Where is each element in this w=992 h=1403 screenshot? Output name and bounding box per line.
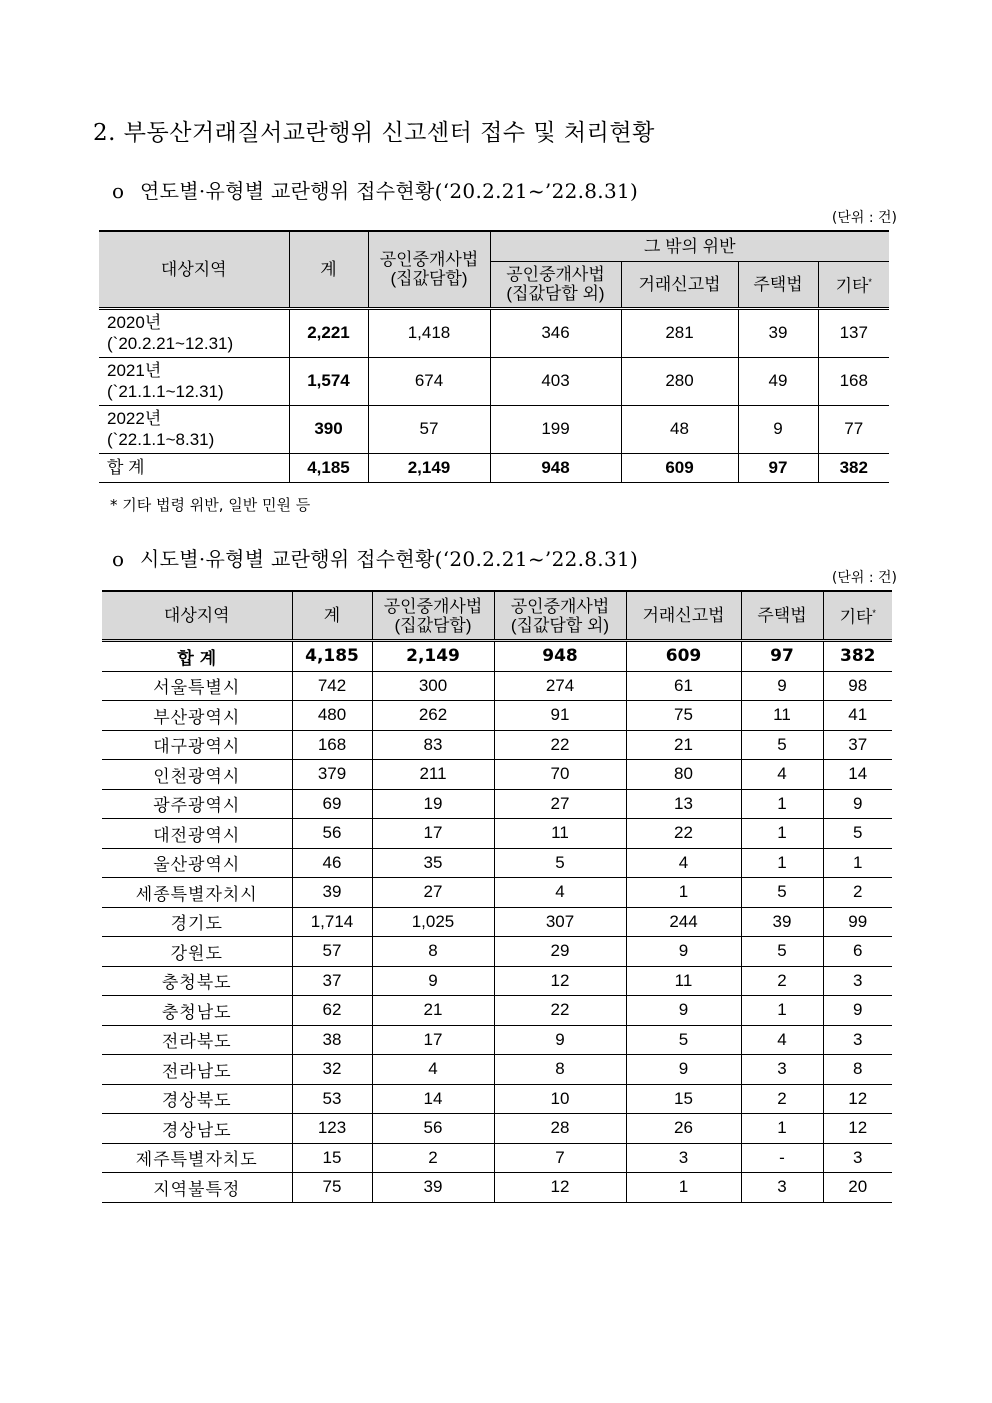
row-region: 경상남도 [102, 1114, 292, 1144]
row-region: 대구광역시 [102, 730, 292, 760]
cell-transaction-report: 5 [626, 1025, 741, 1055]
row-region: 부산광역시 [102, 701, 292, 731]
row-region: 울산광역시 [102, 848, 292, 878]
cell-broker-collusion: 57 [368, 405, 490, 453]
header-region: 대상지역 [99, 231, 289, 308]
header-transaction-report: 거래신고법 [621, 261, 738, 308]
header-broker-other: 공인중개사법 (집값담합 외) [494, 591, 626, 641]
cell-housing: 97 [741, 641, 823, 672]
table-row [102, 671, 892, 701]
cell-etc: 3 [823, 966, 892, 996]
row-region: 제주특별자치도 [102, 1143, 292, 1173]
cell-broker-other: 4 [494, 878, 626, 908]
cell-total: 57 [292, 937, 372, 967]
cell-total: 480 [292, 701, 372, 731]
cell-broker-other: 9 [494, 1025, 626, 1055]
cell-transaction-report: 9 [626, 996, 741, 1026]
cell-housing: 3 [741, 1055, 823, 1085]
yearly-table [99, 230, 889, 483]
cell-etc: 12 [823, 1114, 892, 1144]
cell-broker-collusion: 19 [372, 789, 494, 819]
header-broker-collusion: 공인중개사법 (집값담합) [372, 591, 494, 641]
header-housing: 주택법 [741, 591, 823, 641]
row-region: 2022년 (`22.1.1~8.31) [99, 405, 289, 453]
cell-etc: 5 [823, 819, 892, 849]
cell-total: 2,221 [289, 308, 368, 357]
cell-housing: 1 [741, 1114, 823, 1144]
row-region: 전라북도 [102, 1025, 292, 1055]
header-housing: 주택법 [738, 261, 818, 308]
cell-broker-other: 948 [494, 641, 626, 672]
cell-housing: 3 [741, 1173, 823, 1203]
cell-total: 15 [292, 1143, 372, 1173]
cell-transaction-report: 3 [626, 1143, 741, 1173]
row-region: 충청북도 [102, 966, 292, 996]
header-total: 계 [292, 591, 372, 641]
cell-broker-other: 22 [494, 996, 626, 1026]
cell-total: 1,574 [289, 357, 368, 405]
row-region: 강원도 [102, 937, 292, 967]
table-row [102, 819, 892, 849]
cell-broker-collusion: 4 [372, 1055, 494, 1085]
header-etc: 기타* [818, 261, 889, 308]
cell-broker-other: 91 [494, 701, 626, 731]
cell-broker-other: 5 [494, 848, 626, 878]
cell-etc: 99 [823, 907, 892, 937]
cell-etc: 14 [823, 760, 892, 790]
cell-transaction-report: 80 [626, 760, 741, 790]
cell-etc: 8 [823, 1055, 892, 1085]
cell-housing: 4 [741, 760, 823, 790]
cell-total: 39 [292, 878, 372, 908]
table-row [99, 405, 889, 453]
cell-total: 62 [292, 996, 372, 1026]
footnote-mark: * [872, 608, 876, 619]
cell-total: 38 [292, 1025, 372, 1055]
cell-etc: 137 [818, 308, 889, 357]
section1-title [112, 175, 638, 204]
header-etc: 기타* [823, 591, 892, 641]
cell-broker-other: 12 [494, 1173, 626, 1203]
cell-transaction-report: 61 [626, 671, 741, 701]
cell-broker-other: 948 [490, 453, 621, 482]
table-row [102, 1143, 892, 1173]
cell-total: 390 [289, 405, 368, 453]
cell-total: 53 [292, 1084, 372, 1114]
cell-housing: - [741, 1143, 823, 1173]
cell-broker-other: 274 [494, 671, 626, 701]
cell-etc: 2 [823, 878, 892, 908]
cell-total: 46 [292, 848, 372, 878]
cell-transaction-report: 609 [626, 641, 741, 672]
cell-housing: 5 [741, 878, 823, 908]
table-row [102, 1084, 892, 1114]
cell-housing: 39 [738, 308, 818, 357]
cell-etc: 1 [823, 848, 892, 878]
cell-etc: 9 [823, 789, 892, 819]
table-row [102, 1025, 892, 1055]
table-row [102, 907, 892, 937]
cell-broker-collusion: 211 [372, 760, 494, 790]
header-total: 계 [289, 231, 368, 308]
cell-total: 69 [292, 789, 372, 819]
cell-broker-other: 22 [494, 730, 626, 760]
cell-broker-collusion: 2,149 [368, 453, 490, 482]
cell-transaction-report: 15 [626, 1084, 741, 1114]
cell-housing: 2 [741, 966, 823, 996]
row-region: 경상북도 [102, 1084, 292, 1114]
cell-housing: 97 [738, 453, 818, 482]
table-row [102, 1114, 892, 1144]
cell-housing: 2 [741, 1084, 823, 1114]
cell-etc: 6 [823, 937, 892, 967]
cell-housing: 49 [738, 357, 818, 405]
cell-housing: 9 [738, 405, 818, 453]
cell-broker-other: 29 [494, 937, 626, 967]
table-row [102, 878, 892, 908]
cell-broker-collusion: 674 [368, 357, 490, 405]
cell-broker-collusion: 300 [372, 671, 494, 701]
cell-broker-other: 199 [490, 405, 621, 453]
cell-broker-other: 11 [494, 819, 626, 849]
row-region: 전라남도 [102, 1055, 292, 1085]
cell-housing: 5 [741, 730, 823, 760]
cell-total: 37 [292, 966, 372, 996]
cell-etc: 3 [823, 1143, 892, 1173]
cell-transaction-report: 11 [626, 966, 741, 996]
row-region: 대전광역시 [102, 819, 292, 849]
cell-broker-collusion: 2,149 [372, 641, 494, 672]
cell-transaction-report: 21 [626, 730, 741, 760]
cell-broker-collusion: 21 [372, 996, 494, 1026]
cell-housing: 1 [741, 819, 823, 849]
cell-transaction-report: 9 [626, 1055, 741, 1085]
bullet-icon: o [112, 179, 125, 203]
row-region: 합 계 [99, 453, 289, 482]
regional-table [102, 590, 892, 1203]
cell-broker-collusion: 83 [372, 730, 494, 760]
cell-housing: 39 [741, 907, 823, 937]
cell-transaction-report: 244 [626, 907, 741, 937]
cell-transaction-report: 13 [626, 789, 741, 819]
cell-etc: 41 [823, 701, 892, 731]
cell-broker-other: 346 [490, 308, 621, 357]
cell-transaction-report: 280 [621, 357, 738, 405]
cell-total: 168 [292, 730, 372, 760]
row-region: 경기도 [102, 907, 292, 937]
cell-etc: 12 [823, 1084, 892, 1114]
cell-transaction-report: 281 [621, 308, 738, 357]
cell-total: 379 [292, 760, 372, 790]
header-broker-collusion: 공인중개사법 (집값담합) [368, 231, 490, 308]
cell-housing: 4 [741, 1025, 823, 1055]
total-row [99, 453, 889, 482]
cell-etc: 382 [823, 641, 892, 672]
cell-transaction-report: 1 [626, 878, 741, 908]
table-row [99, 357, 889, 405]
cell-transaction-report: 609 [621, 453, 738, 482]
cell-etc: 9 [823, 996, 892, 1026]
table-row [102, 996, 892, 1026]
table-row [102, 701, 892, 731]
cell-total: 56 [292, 819, 372, 849]
page-title: 2. 부동산거래질서교란행위 신고센터 접수 및 처리현황 [93, 120, 655, 146]
cell-housing: 9 [741, 671, 823, 701]
cell-transaction-report: 1 [626, 1173, 741, 1203]
section1-title-text: 연도별·유형별 교란행위 접수현황(‘20.2.21~’22.8.31) [140, 179, 639, 203]
cell-broker-collusion: 56 [372, 1114, 494, 1144]
table-row [99, 308, 889, 357]
row-region: 충청남도 [102, 996, 292, 1026]
cell-broker-other: 403 [490, 357, 621, 405]
cell-housing: 1 [741, 996, 823, 1026]
cell-transaction-report: 9 [626, 937, 741, 967]
cell-broker-other: 8 [494, 1055, 626, 1085]
footnote-mark: * [868, 276, 872, 287]
table-row [102, 848, 892, 878]
row-region: 지역불특정 [102, 1173, 292, 1203]
row-region: 광주광역시 [102, 789, 292, 819]
table-row [102, 789, 892, 819]
cell-transaction-report: 48 [621, 405, 738, 453]
cell-housing: 11 [741, 701, 823, 731]
cell-broker-collusion: 14 [372, 1084, 494, 1114]
cell-housing: 5 [741, 937, 823, 967]
section2-title [112, 543, 638, 572]
cell-broker-collusion: 39 [372, 1173, 494, 1203]
cell-broker-collusion: 1,025 [372, 907, 494, 937]
bullet-icon: o [112, 547, 125, 571]
header-other-violations: 그 밖의 위반 [490, 231, 889, 261]
header-transaction-report: 거래신고법 [626, 591, 741, 641]
cell-etc: 98 [823, 671, 892, 701]
cell-total: 1,714 [292, 907, 372, 937]
cell-transaction-report: 26 [626, 1114, 741, 1144]
cell-total: 75 [292, 1173, 372, 1203]
header-broker-other: 공인중개사법 (집값담합 외) [490, 261, 621, 308]
footnote: * 기타 법령 위반, 일반 민원 등 [110, 496, 311, 514]
cell-broker-other: 10 [494, 1084, 626, 1114]
cell-etc: 168 [818, 357, 889, 405]
cell-broker-collusion: 17 [372, 1025, 494, 1055]
table-row [102, 937, 892, 967]
cell-housing: 1 [741, 848, 823, 878]
row-region: 서울특별시 [102, 671, 292, 701]
cell-transaction-report: 75 [626, 701, 741, 731]
row-region: 2020년 (`20.2.21~12.31) [99, 308, 289, 357]
cell-transaction-report: 4 [626, 848, 741, 878]
cell-broker-other: 307 [494, 907, 626, 937]
cell-broker-collusion: 2 [372, 1143, 494, 1173]
table-row [102, 966, 892, 996]
cell-broker-other: 70 [494, 760, 626, 790]
cell-etc: 3 [823, 1025, 892, 1055]
row-region: 인천광역시 [102, 760, 292, 790]
cell-etc: 382 [818, 453, 889, 482]
row-region: 세종특별자치시 [102, 878, 292, 908]
table-row [102, 1055, 892, 1085]
cell-broker-collusion: 8 [372, 937, 494, 967]
cell-broker-collusion: 262 [372, 701, 494, 731]
section1-unit: (단위 : 건) [831, 210, 897, 226]
table-row [102, 760, 892, 790]
cell-broker-collusion: 17 [372, 819, 494, 849]
cell-etc: 77 [818, 405, 889, 453]
cell-broker-collusion: 35 [372, 848, 494, 878]
cell-broker-collusion: 1,418 [368, 308, 490, 357]
cell-total: 123 [292, 1114, 372, 1144]
row-region: 2021년 (`21.1.1~12.31) [99, 357, 289, 405]
cell-broker-other: 28 [494, 1114, 626, 1144]
cell-total: 4,185 [292, 641, 372, 672]
cell-broker-other: 12 [494, 966, 626, 996]
table-row [102, 730, 892, 760]
cell-total: 32 [292, 1055, 372, 1085]
cell-broker-other: 7 [494, 1143, 626, 1173]
cell-broker-collusion: 27 [372, 878, 494, 908]
cell-broker-other: 27 [494, 789, 626, 819]
cell-housing: 1 [741, 789, 823, 819]
total-row [102, 641, 892, 672]
cell-total: 742 [292, 671, 372, 701]
cell-broker-collusion: 9 [372, 966, 494, 996]
row-region: 합 계 [102, 641, 292, 672]
cell-transaction-report: 22 [626, 819, 741, 849]
section2-unit: (단위 : 건) [831, 570, 897, 586]
section2-title-text: 시도별·유형별 교란행위 접수현황(‘20.2.21~’22.8.31) [140, 547, 639, 571]
table-row [102, 1173, 892, 1203]
cell-etc: 20 [823, 1173, 892, 1203]
cell-total: 4,185 [289, 453, 368, 482]
header-region: 대상지역 [102, 591, 292, 641]
cell-etc: 37 [823, 730, 892, 760]
